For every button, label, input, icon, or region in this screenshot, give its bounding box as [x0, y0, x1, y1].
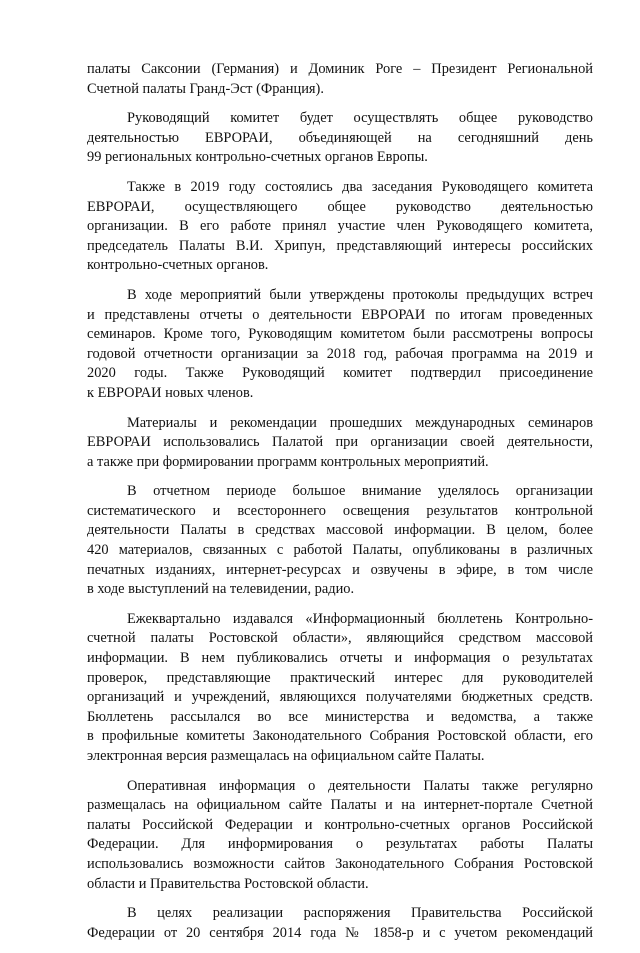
paragraph: [87, 109, 593, 168]
paragraph: [87, 60, 593, 99]
text-line: В отчетном периоде большое внимание уделялось организации: [127, 483, 593, 500]
text-line: Руководящий комитет будет осуществлять общее руководство: [127, 110, 593, 127]
text-line: палаты Российской Федерации и контрольно-счетных органов Российской: [87, 816, 593, 833]
text-line: и представлены отчеты о деятельности ЕВРОРАИ по итогам проведенных: [87, 306, 593, 323]
paragraph: [87, 610, 593, 767]
text-line: информации. В нем публиковались отчеты и информация о результатах: [87, 650, 593, 667]
text-line: 420 материалов, связанных с работой Палаты, опубликованы в различных: [87, 542, 593, 559]
paragraph: [87, 414, 593, 473]
text-line: счетной палаты Ростовской области», являющийся средством массовой: [87, 630, 593, 647]
text-line: размещалась на официальном сайте Палаты и на интернет-портале Счетной: [87, 797, 593, 814]
text-line: организации. В его работе принял участие член Руководящего комитета,: [87, 218, 593, 235]
text-line: В целях реализации распоряжения Правительства Российской: [127, 905, 593, 922]
text-line: а также при формировании программ контрольных мероприятий.: [87, 453, 489, 470]
text-line: 2020 годы. Также Руководящий комитет подтвердил присоединение: [87, 365, 593, 382]
text-line: Бюллетень рассылался во все министерства и ведомства, а также: [87, 708, 593, 725]
text-line: Федерации от 20 сентября 2014 года № 1858-р и с учетом рекомендаций: [87, 924, 593, 941]
text-line: использовались возможности сайтов Законодательного Собрания Ростовской: [87, 855, 593, 872]
paragraph: [87, 286, 593, 404]
text-line: проверок, представляющие практический интерес для руководителей: [87, 669, 593, 686]
paragraph: [87, 178, 593, 276]
text-line: палаты Саксонии (Германия) и Доминик Роге – Президент Региональной: [87, 61, 593, 77]
text-line: 99 региональных контрольно-счетных органов Европы.: [87, 149, 428, 166]
text-line: Счетной палаты Гранд-Эст (Франция).: [87, 80, 324, 97]
text-line: к ЕВРОРАИ новых членов.: [87, 384, 254, 401]
paragraph: [87, 482, 593, 600]
text-line: электронная версия размещалась на официальном сайте Палаты.: [87, 748, 485, 764]
text-line: систематического и всестороннего освещения результатов контрольной: [87, 502, 593, 519]
text-line: председатель Палаты В.И. Хрипун, представляющий интересы российских: [87, 237, 593, 254]
text-line: Материалы и рекомендации прошедших международных семинаров: [127, 414, 593, 431]
paragraph: [87, 904, 593, 943]
text-line: годовой отчетности организации за 2018 год, рабочая программа на 2019 и: [87, 345, 593, 362]
text-line: В ходе мероприятий были утверждены протоколы предыдущих встреч: [127, 286, 593, 303]
text-line: ЕВРОРАИ, осуществляющего общее руководство деятельностью: [87, 198, 593, 215]
text-line: организаций и учреждений, являющихся получателями бюджетных средств.: [87, 689, 593, 706]
text-line: ЕВРОРАИ использовались Палатой при организации своей деятельности,: [87, 434, 593, 451]
text-line: деятельностью ЕВРОРАИ, объединяющей на сегодняшний день: [87, 129, 593, 146]
text-line: Также в 2019 году состоялись два заседания Руководящего комитета: [127, 178, 593, 195]
text-line: контрольно-счетных органов.: [87, 257, 269, 274]
text-line: в профильные комитеты Законодательного Собрания Ростовской области, его: [87, 728, 593, 745]
text-line: печатных изданиях, интернет-ресурсах и озвучены в эфире, в том числе: [87, 561, 593, 578]
text-line: Ежеквартально издавался «Информационный бюллетень Контрольно-: [127, 610, 593, 627]
paragraph: [87, 777, 593, 895]
text-line: в ходе выступлений на телевидении, радио.: [87, 581, 355, 598]
text-line: Оперативная информация о деятельности Палаты также регулярно: [127, 777, 593, 794]
text-line: области и Правительства Ростовской области.: [87, 875, 369, 892]
text-line: семинаров. Кроме того, Руководящим комитетом были рассмотрены вопросы: [87, 326, 593, 343]
document-page: [87, 60, 593, 953]
text-line: деятельности Палаты в средствах массовой информации. В целом, более: [87, 522, 593, 539]
text-line: Федерации. Для информирования о результатах работы Палаты: [87, 836, 593, 853]
